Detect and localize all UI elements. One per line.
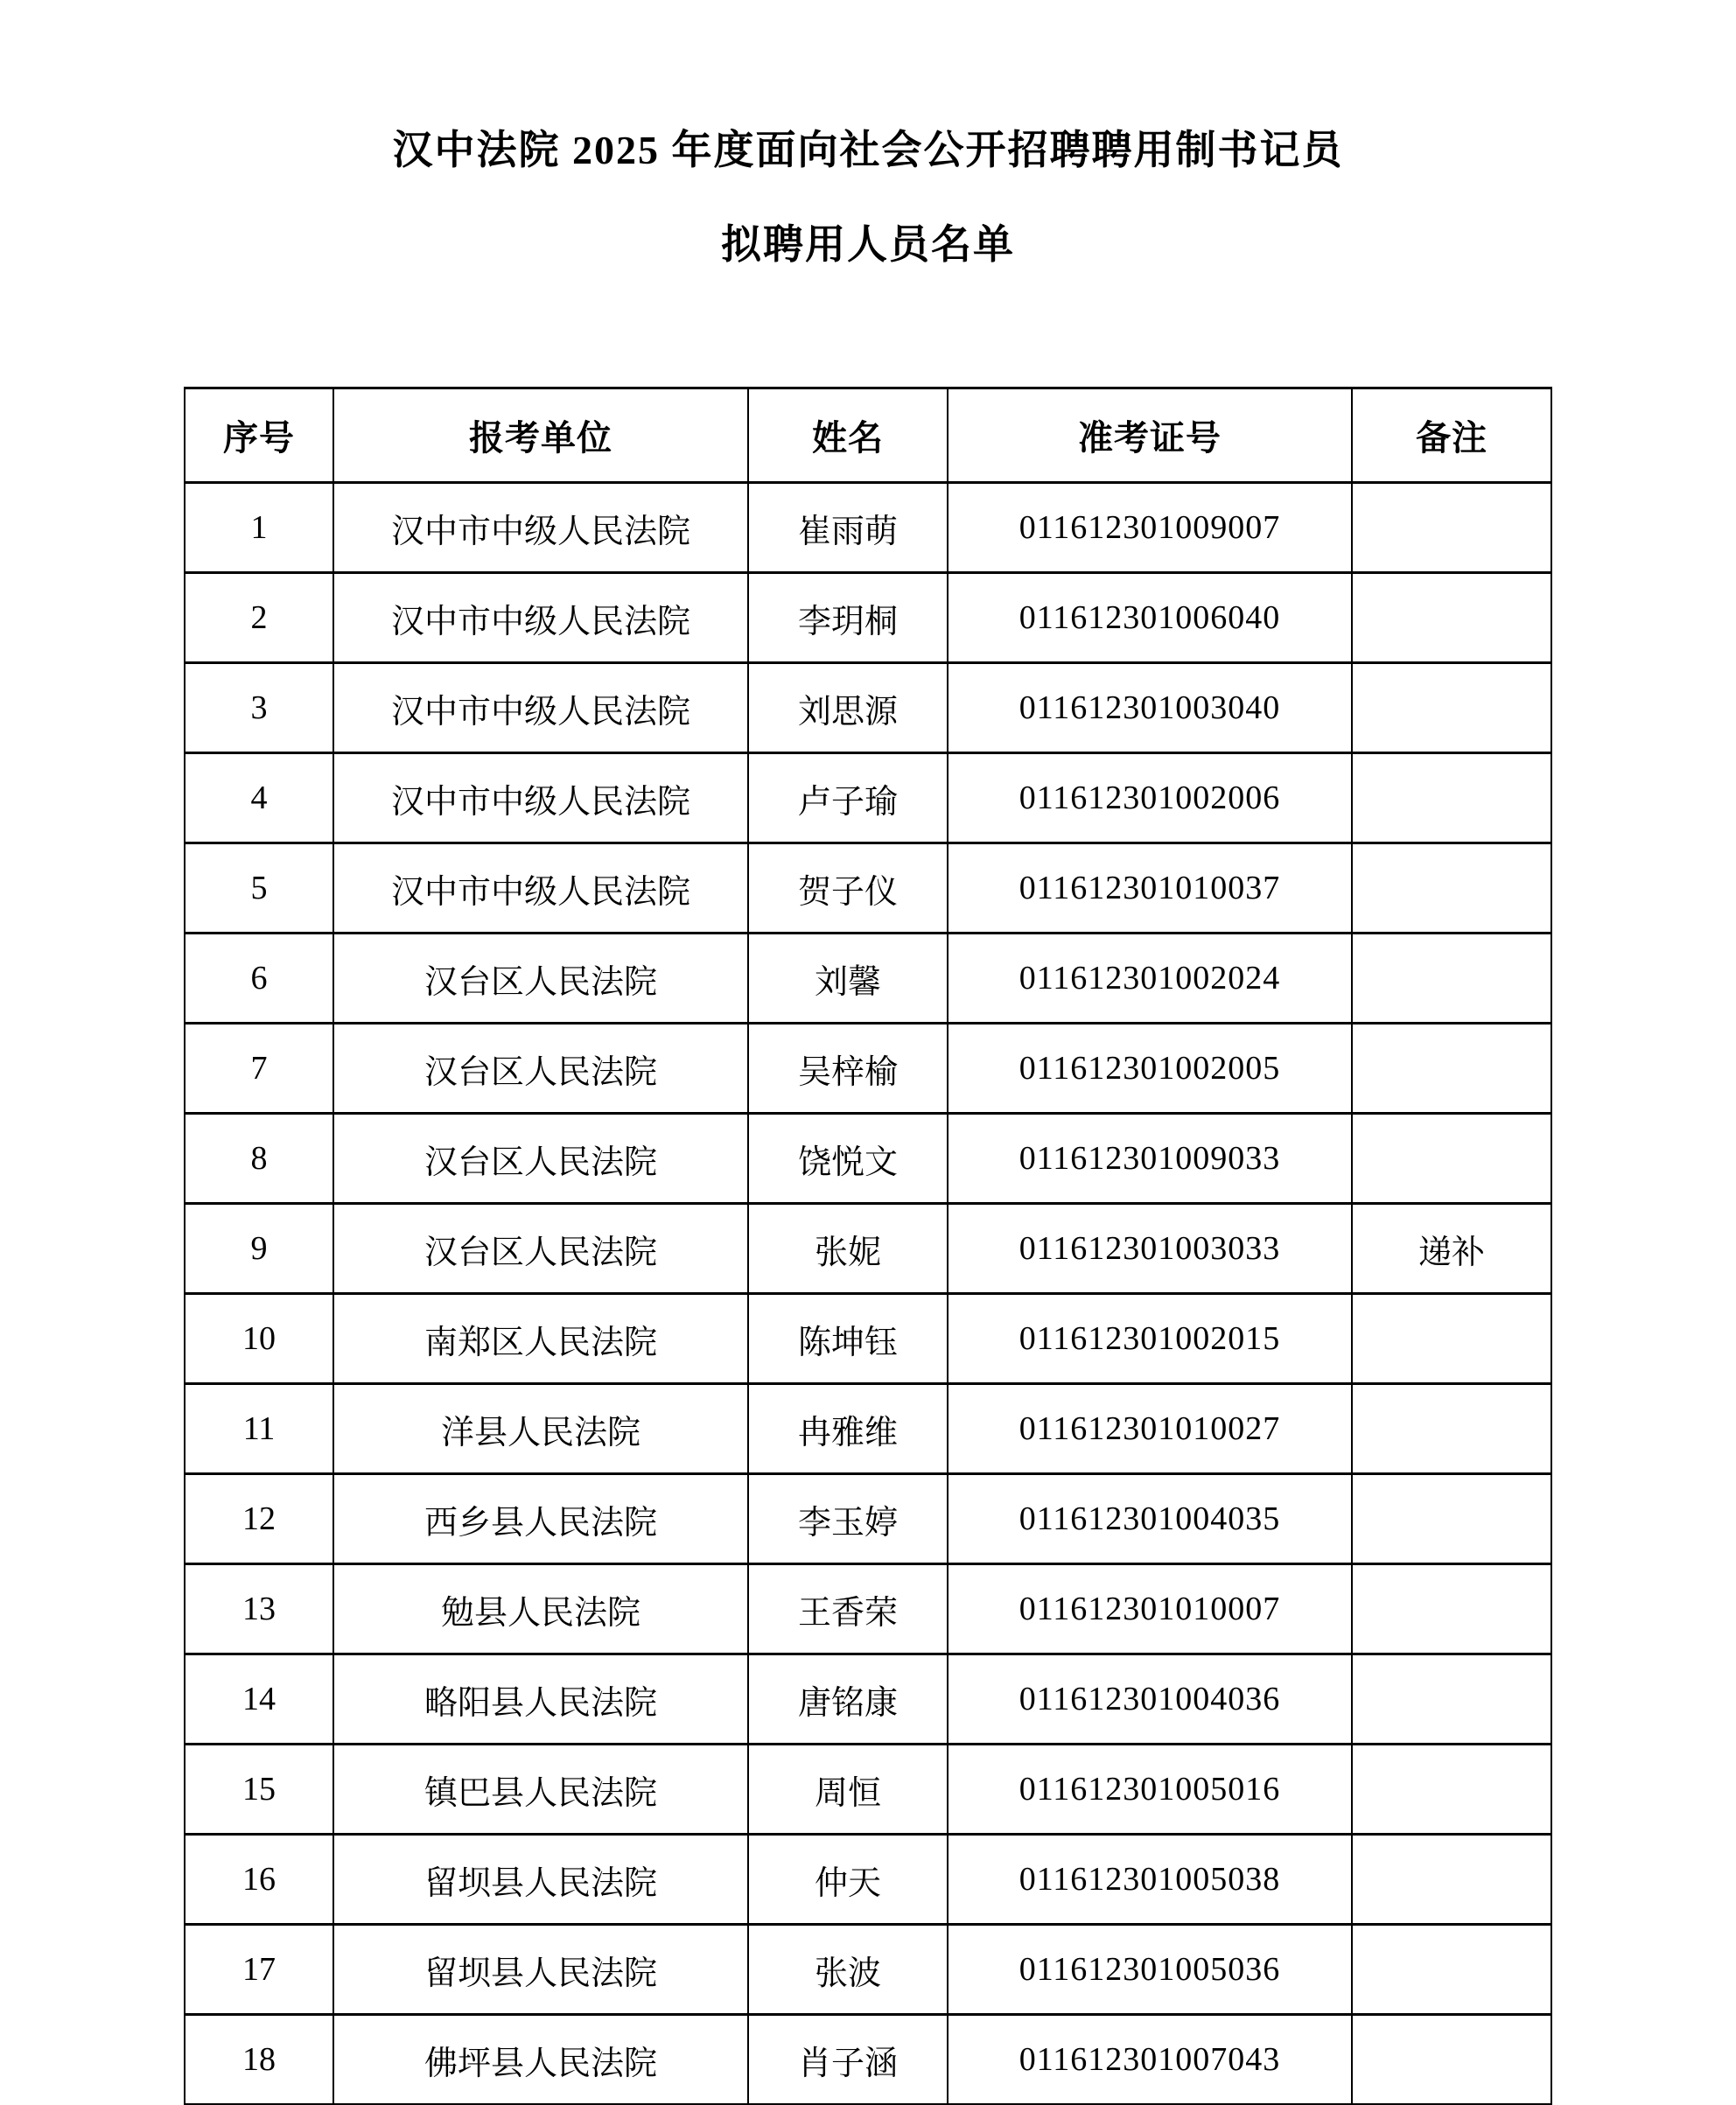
table-row [185,1474,1551,1564]
cell-unit: 留坝县人民法院 [333,1835,748,1925]
cell-remark [1352,753,1551,843]
cell-seq: 9 [185,1204,333,1294]
cell-ticket: 011612301002024 [948,934,1352,1024]
cell-seq: 13 [185,1564,333,1654]
cell-seq: 10 [185,1294,333,1384]
cell-remark [1352,1474,1551,1564]
cell-remark [1352,573,1551,663]
table-row [185,1835,1551,1925]
cell-name: 王香荣 [748,1564,948,1654]
column-header-ticket: 准考证号 [948,388,1352,483]
cell-remark [1352,1564,1551,1654]
cell-remark [1352,1925,1551,2015]
cell-unit: 汉台区人民法院 [333,934,748,1024]
cell-name: 刘馨 [748,934,948,1024]
cell-seq: 11 [185,1384,333,1474]
document-title-line-2: 拟聘用人员名单 [721,222,1015,267]
cell-seq: 12 [185,1474,333,1564]
cell-seq: 18 [185,2015,333,2105]
cell-name: 周恒 [748,1745,948,1835]
cell-unit: 汉中市中级人民法院 [333,663,748,753]
cell-name: 李玥桐 [748,573,948,663]
cell-seq: 8 [185,1114,333,1204]
cell-ticket: 011612301005016 [948,1745,1352,1835]
cell-seq: 5 [185,843,333,934]
table-row [185,663,1551,753]
cell-unit: 汉台区人民法院 [333,1204,748,1294]
cell-unit: 汉中市中级人民法院 [333,753,748,843]
cell-seq: 6 [185,934,333,1024]
cell-name: 肖子涵 [748,2015,948,2105]
cell-ticket: 011612301006040 [948,573,1352,663]
cell-unit: 洋县人民法院 [333,1384,748,1474]
cell-name: 饶悦文 [748,1114,948,1204]
cell-name: 卢子瑜 [748,753,948,843]
cell-remark [1352,1024,1551,1114]
cell-seq: 7 [185,1024,333,1114]
column-header-unit: 报考单位 [333,388,748,483]
cell-ticket: 011612301002005 [948,1024,1352,1114]
table-row [185,1654,1551,1745]
cell-unit: 汉中市中级人民法院 [333,573,748,663]
cell-ticket: 011612301003040 [948,663,1352,753]
cell-name: 崔雨萌 [748,483,948,573]
cell-unit: 汉台区人民法院 [333,1114,748,1204]
document-title-line-1: 汉中法院 2025 年度面向社会公开招聘聘用制书记员 [392,128,1344,172]
cell-remark [1352,1654,1551,1745]
table-row [185,2015,1551,2105]
cell-name: 张波 [748,1925,948,2015]
cell-remark [1352,843,1551,934]
cell-name: 唐铭康 [748,1654,948,1745]
table-row [185,483,1551,573]
column-header-name: 姓名 [748,388,948,483]
cell-ticket: 011612301003033 [948,1204,1352,1294]
table-row [185,753,1551,843]
cell-ticket: 011612301009007 [948,483,1352,573]
cell-ticket: 011612301010007 [948,1564,1352,1654]
cell-unit: 汉中市中级人民法院 [333,483,748,573]
cell-unit: 镇巴县人民法院 [333,1745,748,1835]
cell-remark: 递补 [1352,1204,1551,1294]
cell-remark [1352,934,1551,1024]
cell-unit: 汉中市中级人民法院 [333,843,748,934]
cell-name: 刘思源 [748,663,948,753]
cell-seq: 15 [185,1745,333,1835]
cell-name: 贺子仪 [748,843,948,934]
cell-name: 冉雅维 [748,1384,948,1474]
cell-ticket: 011612301002015 [948,1294,1352,1384]
cell-remark [1352,663,1551,753]
cell-remark [1352,483,1551,573]
cell-ticket: 011612301010027 [948,1384,1352,1474]
table-row [185,843,1551,934]
table-row [185,1024,1551,1114]
cell-name: 仲天 [748,1835,948,1925]
cell-ticket: 011612301005036 [948,1925,1352,2015]
table-row [185,934,1551,1024]
cell-ticket: 011612301004036 [948,1654,1352,1745]
cell-seq: 4 [185,753,333,843]
cell-remark [1352,1384,1551,1474]
column-header-remark: 备注 [1352,388,1551,483]
cell-name: 吴梓榆 [748,1024,948,1114]
cell-ticket: 011612301009033 [948,1114,1352,1204]
cell-unit: 南郑区人民法院 [333,1294,748,1384]
hire-roster-table [184,387,1552,2105]
table-row [185,1745,1551,1835]
cell-remark [1352,1294,1551,1384]
cell-remark [1352,2015,1551,2105]
cell-name: 张妮 [748,1204,948,1294]
cell-remark [1352,1114,1551,1204]
table-row [185,1114,1551,1204]
table-row [185,573,1551,663]
column-header-seq: 序号 [185,388,333,483]
cell-ticket: 011612301010037 [948,843,1352,934]
cell-remark [1352,1835,1551,1925]
cell-seq: 17 [185,1925,333,2015]
table-row [185,1294,1551,1384]
cell-name: 李玉婷 [748,1474,948,1564]
cell-ticket: 011612301005038 [948,1835,1352,1925]
cell-unit: 勉县人民法院 [333,1564,748,1654]
cell-unit: 汉台区人民法院 [333,1024,748,1114]
table-row [185,1384,1551,1474]
table-row [185,1925,1551,2015]
cell-unit: 佛坪县人民法院 [333,2015,748,2105]
cell-seq: 1 [185,483,333,573]
table-row [185,1564,1551,1654]
cell-unit: 略阳县人民法院 [333,1654,748,1745]
cell-ticket: 011612301004035 [948,1474,1352,1564]
cell-seq: 16 [185,1835,333,1925]
table-header-row [185,388,1551,483]
cell-unit: 留坝县人民法院 [333,1925,748,2015]
cell-seq: 3 [185,663,333,753]
cell-seq: 2 [185,573,333,663]
cell-ticket: 011612301002006 [948,753,1352,843]
cell-ticket: 011612301007043 [948,2015,1352,2105]
cell-name: 陈坤钰 [748,1294,948,1384]
table-row [185,1204,1551,1294]
cell-unit: 西乡县人民法院 [333,1474,748,1564]
cell-seq: 14 [185,1654,333,1745]
cell-remark [1352,1745,1551,1835]
